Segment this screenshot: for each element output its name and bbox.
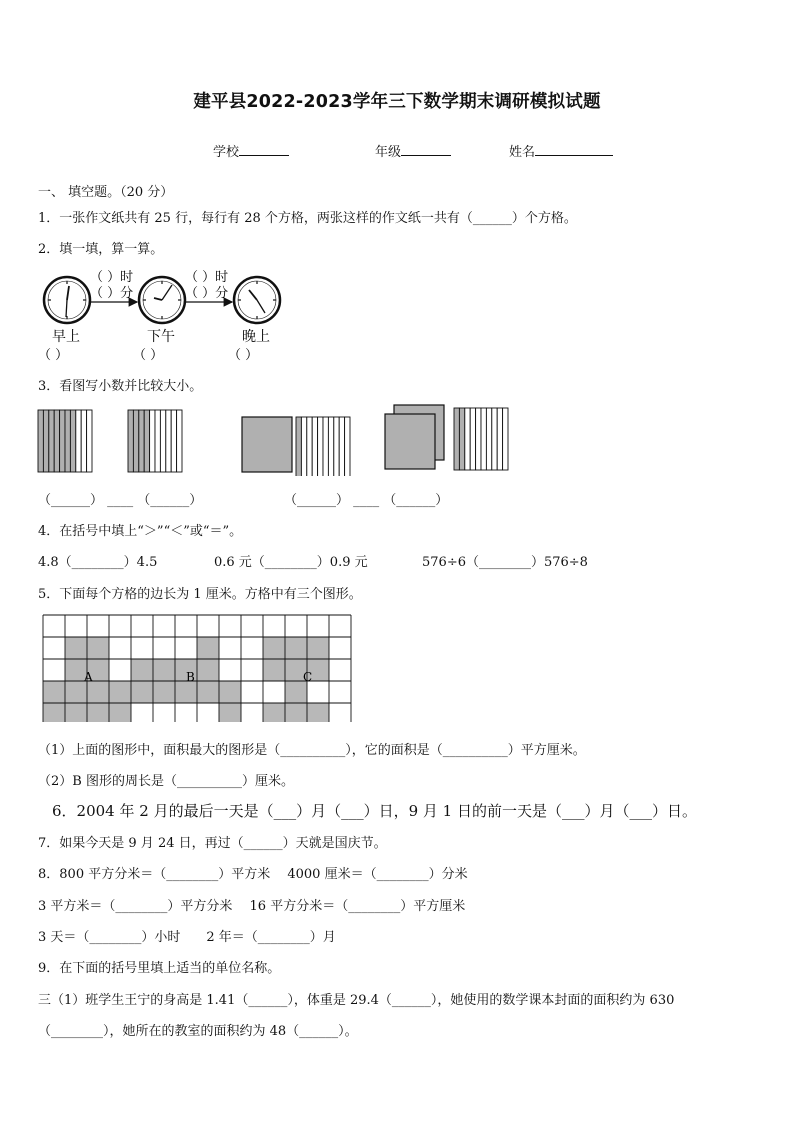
strip [177, 410, 182, 472]
strip [486, 408, 491, 470]
strip [318, 417, 323, 476]
strip [339, 417, 344, 476]
strip [307, 417, 312, 476]
strip [465, 408, 470, 470]
q8-line-2: 3 平方米＝（________）平方分米 16 平方分米＝（________）平方厘米 [38, 899, 466, 914]
grid-cell-shaded [153, 659, 175, 681]
strip [345, 417, 350, 476]
strip [49, 410, 54, 472]
strip [133, 410, 138, 472]
question-6: 6．2004 年 2 月的最后一天是（___）月（___）日，9 月 1 日的前一天是（___）月（___）日。 [52, 802, 697, 820]
strip [171, 410, 176, 472]
clock-evening [234, 277, 280, 323]
q3-answer-left [38, 489, 202, 508]
q3-compare-2: ____ [353, 493, 380, 508]
strip [150, 410, 155, 472]
answer-blank-2: （ ） [133, 348, 164, 363]
shape-label-b: B [186, 670, 195, 684]
grid-cell-shaded [65, 637, 87, 659]
strip-figure-3 [296, 417, 350, 476]
name-blank [535, 141, 613, 156]
grid-cell-shaded [219, 681, 241, 703]
square-figure-4 [385, 405, 444, 469]
grid-cell-shaded [197, 637, 219, 659]
grid-cell-shaded [65, 681, 87, 703]
grid-cell-shaded [43, 681, 65, 703]
grade-field[interactable] [375, 141, 451, 160]
strip [459, 408, 464, 470]
strip [65, 410, 70, 472]
q5-sub-2: （2）B 图形的周长是（__________）厘米。 [38, 774, 294, 789]
label-afternoon: 下午 [147, 329, 175, 345]
question-9: 9．在下面的括号里填上适当的单位名称。 [38, 961, 281, 976]
grid-cell-shaded [131, 659, 153, 681]
clock-afternoon [139, 277, 185, 323]
grid-cell-shaded [87, 637, 109, 659]
strip [334, 417, 339, 476]
strip [160, 410, 165, 472]
school-label: 学校 [213, 145, 240, 160]
minute-blank-2: （ ）分 [185, 286, 229, 301]
grid-cell-shaded [197, 681, 219, 703]
answer-blank-3: （ ） [228, 348, 259, 363]
grade-label: 年级 [375, 145, 402, 160]
grid-cell-shaded [263, 703, 285, 722]
q3-blank-1: （______） [38, 493, 104, 508]
grid-cell-shaded [175, 681, 197, 703]
shape-label-c: C [303, 670, 313, 684]
question-5: 5．下面每个方格的边长为 1 厘米。方格中有三个图形。 [38, 587, 362, 602]
label-morning: 早上 [52, 329, 80, 345]
q3-blank-2: （______） [137, 493, 203, 508]
q3-compare-1: ____ [107, 493, 134, 508]
clocks-diagram [30, 262, 300, 368]
question-4: 4．在括号中填上“＞”“＜”或“＝”。 [38, 524, 243, 539]
minute-blank-1: （ ）分 [90, 286, 134, 301]
school-blank [239, 141, 289, 156]
grid-cell-shaded [263, 637, 285, 659]
strip [128, 410, 133, 472]
strip [155, 410, 160, 472]
grade-blank [401, 141, 451, 156]
strip [70, 410, 75, 472]
question-1: 1．一张作文纸共有 25 行，每行有 28 个方格，两张这样的作文纸一共有（______）个方格。 [38, 211, 577, 226]
question-3: 3．看图写小数并比较大小。 [38, 379, 203, 394]
hour-blank-2: （ ）时 [185, 270, 229, 285]
strip [328, 417, 333, 476]
grid-cell-shaded [153, 681, 175, 703]
name-label: 姓名 [509, 145, 536, 160]
strip [144, 410, 149, 472]
strip [139, 410, 144, 472]
grid-cell-shaded [285, 703, 307, 722]
grid-cell-shaded [43, 703, 65, 722]
q5-sub-1: （1）上面的图形中，面积最大的图形是（__________），它的面积是（__________）平方厘米。 [38, 743, 586, 758]
strip-figure-1 [38, 410, 92, 472]
square-figure-3 [242, 417, 292, 472]
section-heading: 一、 填空题。（20 分） [38, 185, 174, 200]
strip [60, 410, 65, 472]
q8-line-3: 3 天＝（________）小时 2 年＝（________）月 [38, 930, 336, 945]
grid-cell-shaded [285, 637, 307, 659]
grid-cell-shaded [197, 659, 219, 681]
strip [296, 417, 301, 476]
hour-blank-1: （ ）时 [90, 270, 134, 285]
q3-blank-4: （______） [383, 493, 449, 508]
strip [503, 408, 508, 470]
grid-cell-shaded [307, 637, 329, 659]
strip [323, 417, 328, 476]
shape-label-a: A [84, 670, 93, 684]
strip [76, 410, 81, 472]
clock-morning [44, 277, 90, 323]
q8-line-1: 8．800 平方分米＝（________）平方米 4000 厘米＝（________）分米 [38, 867, 468, 882]
name-field[interactable] [509, 141, 613, 160]
strip [87, 410, 92, 472]
q3-answer-right [284, 489, 448, 508]
strip [492, 408, 497, 470]
strip [301, 417, 306, 476]
strip [476, 408, 481, 470]
q4-item-2: 0.6 元（________）0.9 元 [214, 555, 368, 570]
answer-blank-1: （ ） [38, 348, 69, 363]
grid-cell-shaded [131, 681, 153, 703]
strip [470, 408, 475, 470]
grid-cell-shaded [109, 703, 131, 722]
strip [481, 408, 486, 470]
q3-blank-3: （______） [284, 493, 350, 508]
grid-cell-shaded [219, 703, 241, 722]
grid-cell-shaded [65, 703, 87, 722]
q4-item-3: 576÷6（________）576÷8 [422, 555, 588, 570]
grid-cell-shaded [263, 659, 285, 681]
school-field[interactable] [213, 141, 289, 160]
q9-line-2: （________），她所在的教室的面积约为 48（______）。 [38, 1024, 358, 1039]
strip [312, 417, 317, 476]
decimal-figures [36, 404, 516, 476]
grid-cell-shaded [109, 681, 131, 703]
strip [497, 408, 502, 470]
question-7: 7．如果今天是 9 月 24 日，再过（______）天就是国庆节。 [38, 836, 387, 851]
strip-figure-2 [128, 410, 182, 472]
strip [81, 410, 86, 472]
strip-figure-4 [454, 408, 508, 470]
strip [38, 410, 43, 472]
grid-cell-shaded [285, 681, 307, 703]
strip [454, 408, 459, 470]
grid-cell-shaded [87, 681, 109, 703]
q4-item-1: 4.8（________）4.5 [38, 555, 158, 570]
q9-line-1: 三（1）班学生王宁的身高是 1.41（______），体重是 29.4（______），她使用的数学课本封面的面积约为 630 [38, 993, 675, 1008]
question-2: 2．填一填，算一算。 [38, 242, 164, 257]
label-evening: 晚上 [242, 329, 270, 345]
page-title: 建平县2022-2023学年三下数学期末调研模拟试题 [193, 92, 601, 112]
square-grid [42, 614, 356, 722]
strip [166, 410, 171, 472]
grid-cell-shaded [307, 703, 329, 722]
strip [54, 410, 59, 472]
strip [43, 410, 48, 472]
grid-cell-shaded [87, 703, 109, 722]
